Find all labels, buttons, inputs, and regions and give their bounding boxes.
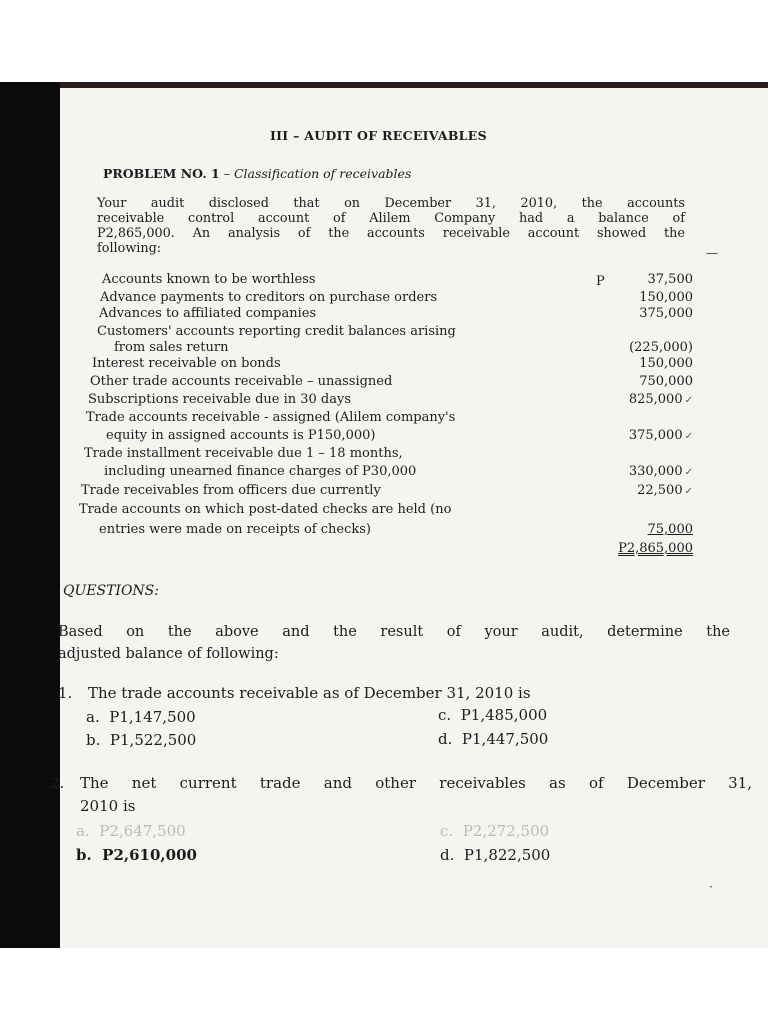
item-label: Advance payments to creditors on purchase orders [100,290,438,305]
q1-option-d[interactable]: d. P1,447,500 [438,730,549,748]
intro-line: receivable control account of Alilem Company had a balance of [97,211,685,226]
item-label: Advances to affiliated companies [99,306,317,321]
problem-intro [97,196,685,256]
item-amount: 375,000 [639,306,693,321]
item-label: Accounts known to be worthless [102,272,316,287]
questions-label: QUESTIONS: [63,583,159,599]
item-label: Trade accounts receivable - assigned (Alilem company's [86,410,456,425]
analysis-row [0,502,768,520]
item-amount: 37,500 [647,272,693,287]
item-label: equity in assigned accounts is P150,000) [106,428,376,443]
item-label: Subscriptions receivable due in 30 days [88,392,352,407]
analysis-row [0,446,768,464]
analysis-row [0,356,768,374]
problem-number: PROBLEM NO. 1 [103,166,220,181]
analysis-row [0,464,768,482]
q1-option-a[interactable]: a. P1,147,500 [86,708,196,726]
item-amount: 750,000 [639,374,693,389]
intro-line: Your audit disclosed that on December 31, 2010, the accounts [97,196,685,211]
question-number: 1. [58,684,73,702]
analysis-row [0,522,768,540]
question-text: The trade accounts receivable as of December 31, 2010 is [88,684,531,702]
item-amount: 375,000 ✓ [628,428,693,443]
check-mark-icon: ✓ [684,486,693,497]
top-background [0,0,768,82]
analysis-row [0,428,768,446]
pen-mark: — [706,246,718,260]
problem-title [103,166,411,181]
item-amount: 825,000 ✓ [628,392,693,407]
pen-mark: · [709,880,713,894]
analysis-row [0,410,768,428]
question-number: 2. [50,774,65,792]
q2-option-a[interactable]: a. P2,647,500 [76,822,186,840]
total-amount: P2,865,000 [618,541,693,556]
instructions-line: Based on the above and the result of your audit, determine the [58,624,730,640]
q2-option-b[interactable]: b. P2,610,000 [76,846,197,864]
item-amount: 150,000 [639,290,693,305]
problem-dash: – [219,166,234,181]
item-label: entries were made on receipts of checks) [99,522,371,537]
item-amount: 75,000 [647,522,693,537]
total-row [0,541,768,559]
item-label: Customers' accounts reporting credit balances arising [97,324,456,339]
bottom-background [0,948,768,1024]
item-amount: 150,000 [639,356,693,371]
item-label: including unearned finance charges of P30,000 [104,464,417,479]
item-label: Trade accounts on which post-dated checks are held (no [79,502,452,517]
instructions [58,621,730,665]
analysis-row [0,483,768,501]
q1-option-b[interactable]: b. P1,522,500 [86,731,197,749]
check-mark-icon: ✓ [684,467,693,478]
check-mark-icon: ✓ [684,431,693,442]
analysis-row [0,306,768,324]
item-label: Other trade accounts receivable – unassigned [90,374,393,389]
q2-option-c[interactable]: c. P2,272,500 [440,822,550,840]
item-label: from sales return [114,340,229,355]
item-label: Trade receivables from officers due currently [81,483,381,498]
intro-line: following: [97,241,162,256]
analysis-row [0,374,768,392]
item-amount: 22,500 ✓ [637,483,693,498]
item-amount: 330,000 ✓ [628,464,693,479]
analysis-row [0,272,768,290]
question-text: 2010 is [80,797,136,815]
q2-option-d[interactable]: d. P1,822,500 [440,846,551,864]
intro-line: P2,865,000. An analysis of the accounts receivable account showed the [97,226,685,241]
item-label: Trade installment receivable due 1 – 18 months, [84,446,403,461]
instructions-line: adjusted balance of following: [58,646,279,662]
question-text: The net current trade and other receivables as of December 31, [80,774,752,792]
problem-topic: Classification of receivables [233,166,412,181]
section-heading: III – AUDIT OF RECEIVABLES [270,128,487,143]
check-mark-icon: ✓ [684,395,693,406]
item-label: Interest receivable on bonds [92,356,281,371]
q1-option-c[interactable]: c. P1,485,000 [438,706,548,724]
item-amount: (225,000) [629,340,693,355]
analysis-row [0,392,768,410]
currency-symbol: P [596,274,605,289]
